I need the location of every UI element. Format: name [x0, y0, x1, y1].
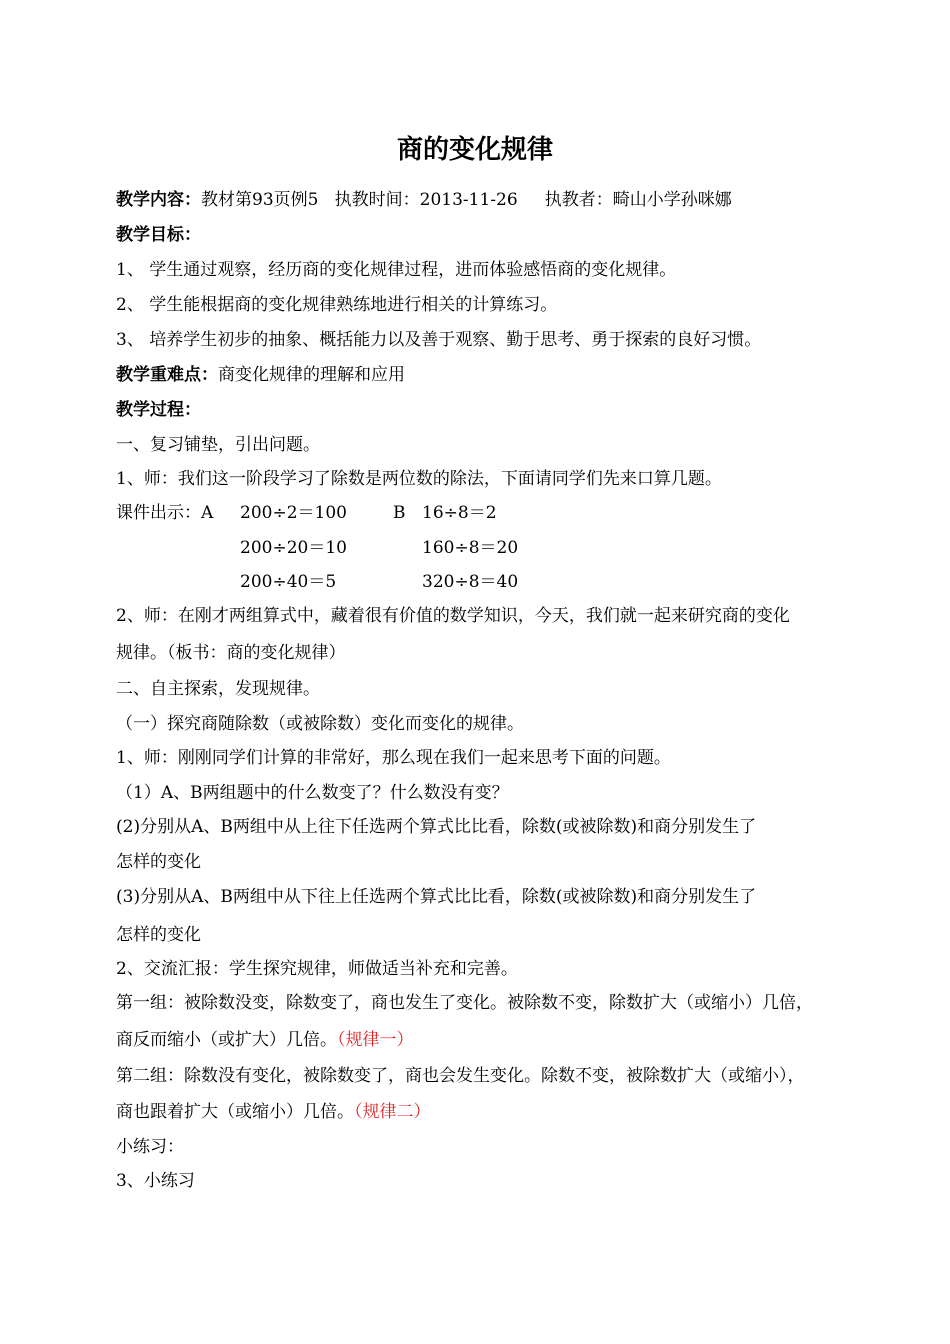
group-a-row-1: 200÷2＝100: [240, 503, 347, 523]
content-label: 教学内容：: [116, 190, 201, 210]
rule-1-tag: （规律一）: [337, 1030, 414, 1050]
group-a-row-3: 200÷40＝5: [240, 572, 337, 592]
question-2-line-2: 怎样的变化: [116, 852, 201, 872]
key-points-text: 商变化规律的理解和应用: [218, 365, 405, 385]
practice-heading: 小练习：: [116, 1137, 184, 1157]
goal-item-3: 3、 培养学生初步的抽象、概括能力以及善于观察、勤于思考、勇于探索的良好习惯。: [116, 330, 762, 350]
goal-item-2: 2、 学生能根据商的变化规律熟练地进行相关的计算练习。: [116, 295, 558, 315]
document-title: 商的变化规律: [396, 135, 553, 165]
group-2-text: 商也跟着扩大（或缩小）几倍。: [116, 1102, 354, 1122]
section-1-heading: 一、复习铺垫，引出问题。: [116, 435, 320, 455]
question-3-line-2: 怎样的变化: [116, 925, 201, 945]
question-2-line-1: (2)分别从A、B两组中从上往下任选两个算式比比看，除数(或被除数)和商分别发生了: [116, 817, 757, 837]
teacher-label: 执教者：: [544, 190, 613, 210]
key-points-label: 教学重难点：: [116, 365, 218, 385]
section-1-item-2-line-2: 规律。（板书：商的变化规律）: [116, 643, 346, 663]
section-2-item-3: 3、小练习: [116, 1171, 195, 1191]
time-value: 2013-11-26: [419, 190, 518, 210]
question-1: （1）A、B两组题中的什么数变了？什么数没有变？: [116, 783, 509, 803]
section-2-item-2: 2、交流汇报：学生探究规律，师做适当补充和完善。: [116, 959, 518, 979]
section-2-heading: 二、自主探索，发现规律。: [116, 679, 320, 699]
group-a-row-2: 200÷20＝10: [240, 538, 347, 558]
teacher-value: 畸山小学孙咪娜: [612, 190, 732, 210]
group-1-line-1: 第一组：被除数没变，除数变了，商也发生了变化。被除数不变，除数扩大（或缩小）几倍，: [116, 993, 813, 1013]
question-3-line-1: (3)分别从A、B两组中从下往上任选两个算式比比看，除数(或被除数)和商分别发生了: [116, 887, 757, 907]
rule-2-tag: （规律二）: [354, 1102, 431, 1122]
group-2-line-1: 第二组：除数没有变化，被除数变了，商也会发生变化。除数不变，被除数扩大（或缩小），: [116, 1066, 805, 1086]
section-1-item-1: 1、师：我们这一阶段学习了除数是两位数的除法，下面请同学们先来口算几题。: [116, 469, 722, 489]
process-heading: 教学过程：: [116, 400, 201, 420]
header-line: [116, 189, 732, 211]
time-label: 执教时间：: [334, 190, 420, 210]
group-b-label: B: [393, 503, 406, 523]
subsection-1-heading: （一）探究商随除数（或被除数）变化而变化的规律。: [116, 714, 524, 734]
key-points-line: [116, 364, 405, 386]
group-b-row-2: 160÷8＝20: [422, 538, 519, 558]
goals-heading: 教学目标：: [116, 225, 201, 245]
goal-item-1: 1、 学生通过观察，经历商的变化规律过程，进而体验感悟商的变化规律。: [116, 260, 677, 280]
section-2-item-1: 1、师：刚刚同学们计算的非常好，那么现在我们一起来思考下面的问题。: [116, 748, 671, 768]
group-2-line-2: [116, 1101, 431, 1123]
content-text: 教材第93页例5: [201, 190, 319, 210]
group-b-row-1: 16÷8＝2: [422, 503, 497, 523]
section-1-item-2-line-1: 2、师：在刚才两组算式中，藏着很有价值的数学知识，今天，我们就一起来研究商的变化: [116, 606, 790, 626]
group-1-line-2: [116, 1029, 414, 1051]
courseware-label: 课件出示：A: [116, 503, 214, 523]
group-b-row-3: 320÷8＝40: [422, 572, 519, 592]
group-1-text: 商反而缩小（或扩大）几倍。: [116, 1030, 337, 1050]
